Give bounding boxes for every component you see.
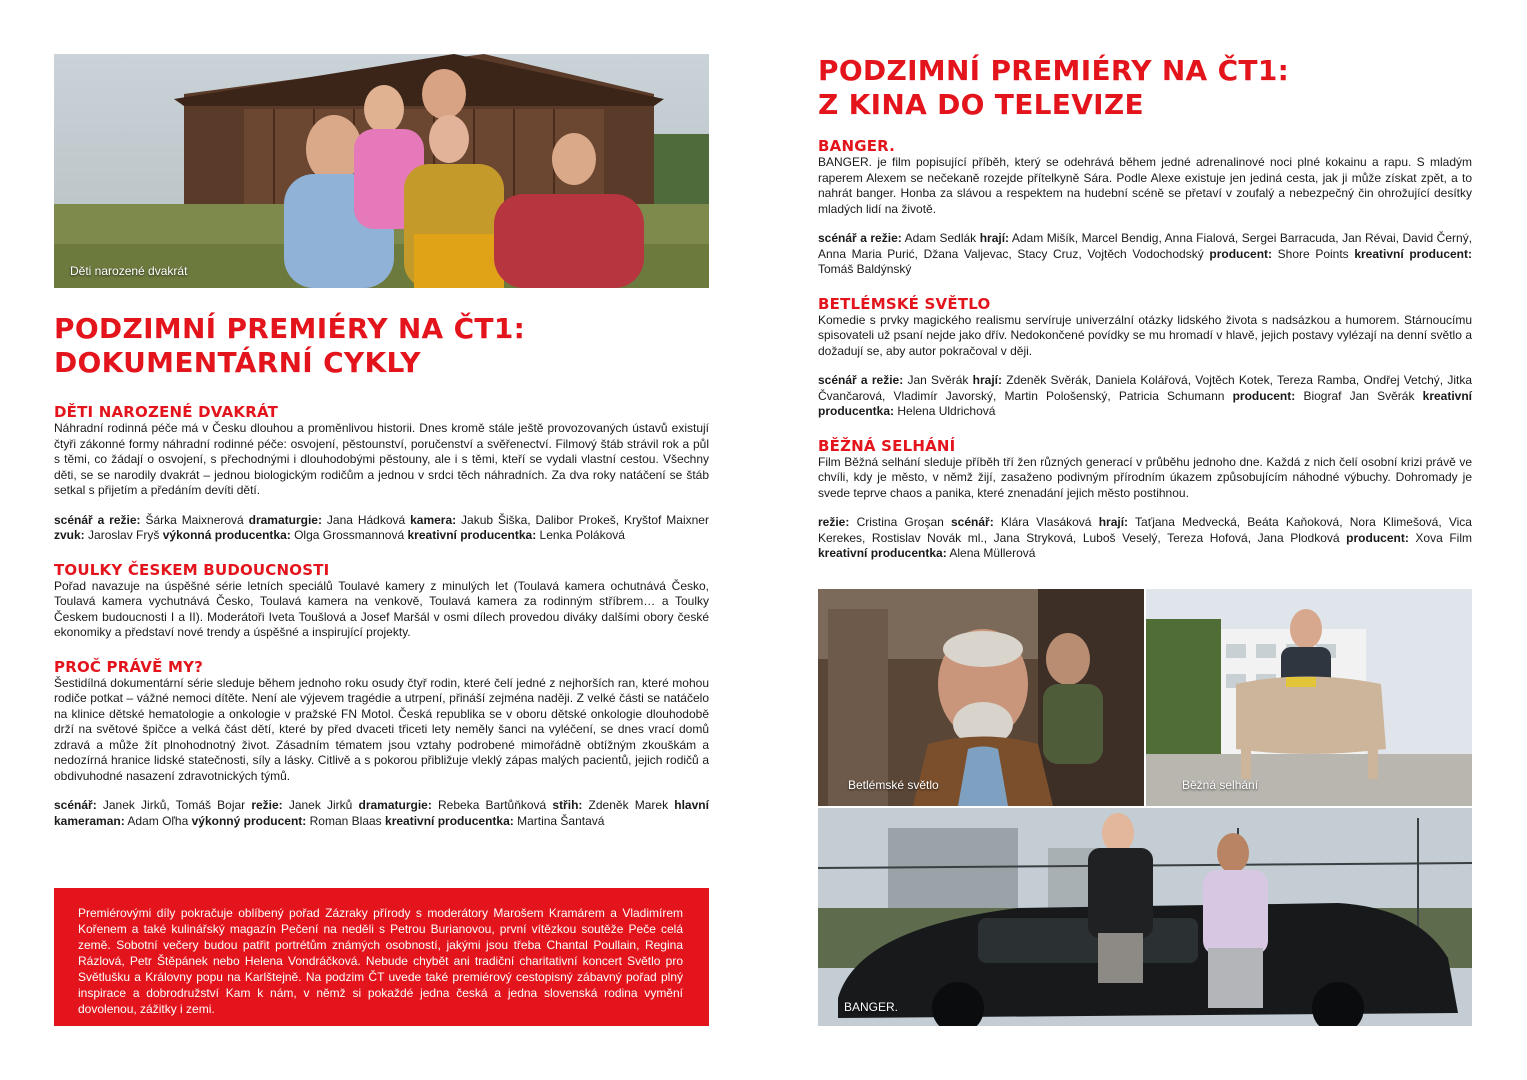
section-credits-proc: scénář: Janek Jirků, Tomáš Bojar režie: Janek Jirků dramaturgie: Rebeka Bartůňková střih: Zdeněk Marek hlavní kameraman: Adam Oľha výkonný producent: Roman Blaas kreativní producentka: Martina Šantavá (54, 798, 709, 828)
photo-betlemske-svetlo-illustration (818, 589, 1144, 806)
section-credits-bezna: režie: Cristina Groşan scénář: Klára Vlasáková hrají: Taťjana Medvecká, Beáta Kaňoková, Nora Klimešová, Vica Kerekes, Rostislav Novák ml., Jana Stryková, Luboš Veselý, Tereza Hofová, Jana Plodková producent: Xova Film kreativní producentka: Alena Müllerová (818, 515, 1472, 560)
right-column (818, 54, 1472, 562)
highlight-box-text: Premiérovými díly pokračuje oblíbený pořad Zázraky přírody s moderátory Marošem Kramárem a Vladimírem Kořenem a také kulinářský magazín Pečení na neděli s Petrou Burianovou, první vítězkou soutěže Peče celá země. Sobotní večery budou patřit portrétům známých osobností, jakými jsou třeba Chantal Poullain, Regina Rázlová, Petr Štěpánek nebo Helena Vondráčková. Nebude chybět ani tradiční charitativní koncert Světlo pro Světlušku a Královny popu na Karlštejně. Na podzim ČT uvede také premiérový cestopisný zábavný pořad plný inspirace a dobrodružství Kam k nám, v němž si pokaždé jedna česká a jedna slovenská rodina vymění dovolenou, zážitky i zemi. (78, 906, 683, 1016)
section-heading-betlemske: BETLÉMSKÉ SVĚTLO (818, 294, 991, 313)
section-heading-banger: BANGER. (818, 137, 896, 155)
section-text-bezna: Film Běžná selhání sleduje příběh tří žen různých generací v průběhu jednoho dne. Každá z nich čelí osobní krizi právě ve chvíli, kdy je město, v němž žijí, zasaženo podivným přírodním úkazem způsobujícím náhodné výbuchy. Dohromady je svede teprve chaos a panika, které znenadání jejich město postihnou. (818, 454, 1472, 500)
section-credits-banger: scénář a režie: Adam Sedlák hrají: Adam Mišík, Marcel Bendig, Anna Fialová, Sergei Barracuda, Jan Révai, David Černý, Anna Maria Purić, Džana Valjevac, Stacy Cruz, Vojtěch Vodochodský producent: Shore Points kreativní producent: Tomáš Baldýnský (818, 231, 1473, 276)
section-credits-deti: scénář a režie: Šárka Maixnerová dramaturgie: Jana Hádková kamera: Jakub Šiška, Dalibor Prokeš, Kryštof Maixner zvuk: Jaroslav Fryš výkonná producentka: Olga Grossmannová kreativní producentka: Lenka Poláková (54, 512, 709, 542)
photo-bezna-selhani-illustration (1146, 589, 1472, 806)
right-page-title (818, 54, 1472, 122)
left-title-line1: PODZIMNÍ PREMIÉRY NA ČT1: (54, 312, 526, 345)
hero-photo-caption: Děti narozené dvakrát (70, 264, 188, 278)
section-text-deti: Náhradní rodinná péče má v Česku dlouhou a proměnlivou historii. Dnes kromě stále ještě provozovaných ústavů existují čtyři zákonné formy náhradní rodinné péče: osvojení, pěstounství, poručenství a svěřenectví. Filmový štáb strávil rok a půl s těmi, co žádají o osvojení, s přechodnými i dlouhodobými pěstouny, ale i s těmi, kteří se vydali vlastní cestou. Všechny děti, se se narodily dvakrát – jednou biologickým rodičům a jednou v srdci těch náhradních. Za dva roky natáčení se štáb setkal s přijetím a předáním devíti dětí. (54, 421, 709, 497)
hero-photo-illustration (54, 54, 709, 288)
film-photo-grid (818, 589, 1472, 1026)
left-column (54, 54, 709, 829)
photo-banger (818, 808, 1472, 1026)
section-heading-bezna: BĚŽNÁ SELHÁNÍ (818, 436, 956, 455)
left-page-title (54, 312, 709, 380)
photo-betlemske-svetlo (818, 589, 1144, 806)
section-credits-betlemske: scénář a režie: Jan Svěrák hrají: Zdeněk Svěrák, Daniela Kolářová, Vojtěch Kotek, Tereza Ramba, Ondřej Vetchý, Jitka Čvančarová, Vladimír Javorský, Martin Pološenský, Patricia Schumann producent: Biograf Jan Svěrák kreativní producentka: Helena Uldrichová (818, 373, 1473, 418)
section-heading-deti: DĚTI NAROZENÉ DVAKRÁT (54, 403, 279, 421)
section-heading-proc: PROČ PRÁVĚ MY? (54, 657, 204, 676)
photo-caption-banger: BANGER. (844, 1000, 899, 1014)
photo-caption-bezna: Běžná selhání (1182, 778, 1259, 792)
hero-photo-deti-narozene-dvakrat (54, 54, 709, 288)
right-title-line2: Z KINA DO TELEVIZE (818, 88, 1144, 121)
section-text-proc: Šestidílná dokumentární série sleduje během jednoho roku osudy čtyř rodin, které čelí jedné z nejhorších ran, které mohou rodiče potkat – vážné nemoci dítěte. Není ale výjevem tragédie a utrpení, přináší zejména naději. Z velké části se natáčelo na klinice dětské hematologie a onkologie v pražské FN Motol. Česká republika se v oboru dětské onkologie dlouhodobě drží na světové špičce a velká část dětí, které by před dvaceti třiceti lety neměly šanci na vyléčení, se dnes vrací domů zdravá a může žít plnohodnotný život. Zásadním tématem jsou vztahy podrobené mimořádně obtížným zkouškám a nedozírná hranice lidské statečnosti, síly a lásky. Citlivě a s pokorou přibližuje vleklý zápas malých pacientů, jejich rodičů a obdivuhodné nasazení zdravotnických týmů. (54, 675, 709, 783)
section-text-toulky: Pořad navazuje na úspěšné série letních speciálů Toulavé kamery z minulých let (Toulavá kamera ochutnává Česko, Toulavá kamera vychutnává Česko, Toulavá kamera na venkově, Toulavá kamera za rodinným stříbrem… a Toulky Českem budoucnosti I a II). Moderátoři Iveta Toušlová a Josef Maršál v osmi dílech provedou diváky dalšími obory české ekonomiky a představí nové trendy a úspěšné a inspirující projekty. (54, 578, 709, 639)
section-text-banger: BANGER. je film popisující příběh, který se odehrává během jedné adrenalinové noci plné kokainu a rapu. S mladým raperem Alexem se nečekaně rozejde přítelkyně Sára. Podle Alexe existuje jen jediná cesta, jak ji může získat zpět, a to nahrát banger. Honba za slávou a respektem na hudební scéně se přetaví v zoufalý a nebezpečný čin ohrožující desítky mladých lidí na životě. (818, 155, 1472, 216)
photo-banger-illustration (818, 808, 1472, 1026)
right-title-line1: PODZIMNÍ PREMIÉRY NA ČT1: (818, 54, 1290, 87)
photo-caption-betlemske: Betlémské světlo (848, 778, 939, 792)
left-title-line2: DOKUMENTÁRNÍ CYKLY (54, 346, 421, 379)
section-text-betlemske: Komedie s prvky magického realismu servíruje univerzální otázky lidského života s nadsázkou a humorem. Stárnoucímu spisovateli už psaní nejde jako dřív. Nedokončené povídky se mu hromadí v hlavě, jejich postavy vylézají na denní světlo a dožadují se, aby autor pokračoval v ději. (818, 312, 1472, 358)
highlight-box (54, 888, 709, 1026)
photo-bezna-selhani (1146, 589, 1472, 806)
section-heading-toulky: TOULKY ČESKEM BUDOUCNOSTI (54, 560, 330, 579)
